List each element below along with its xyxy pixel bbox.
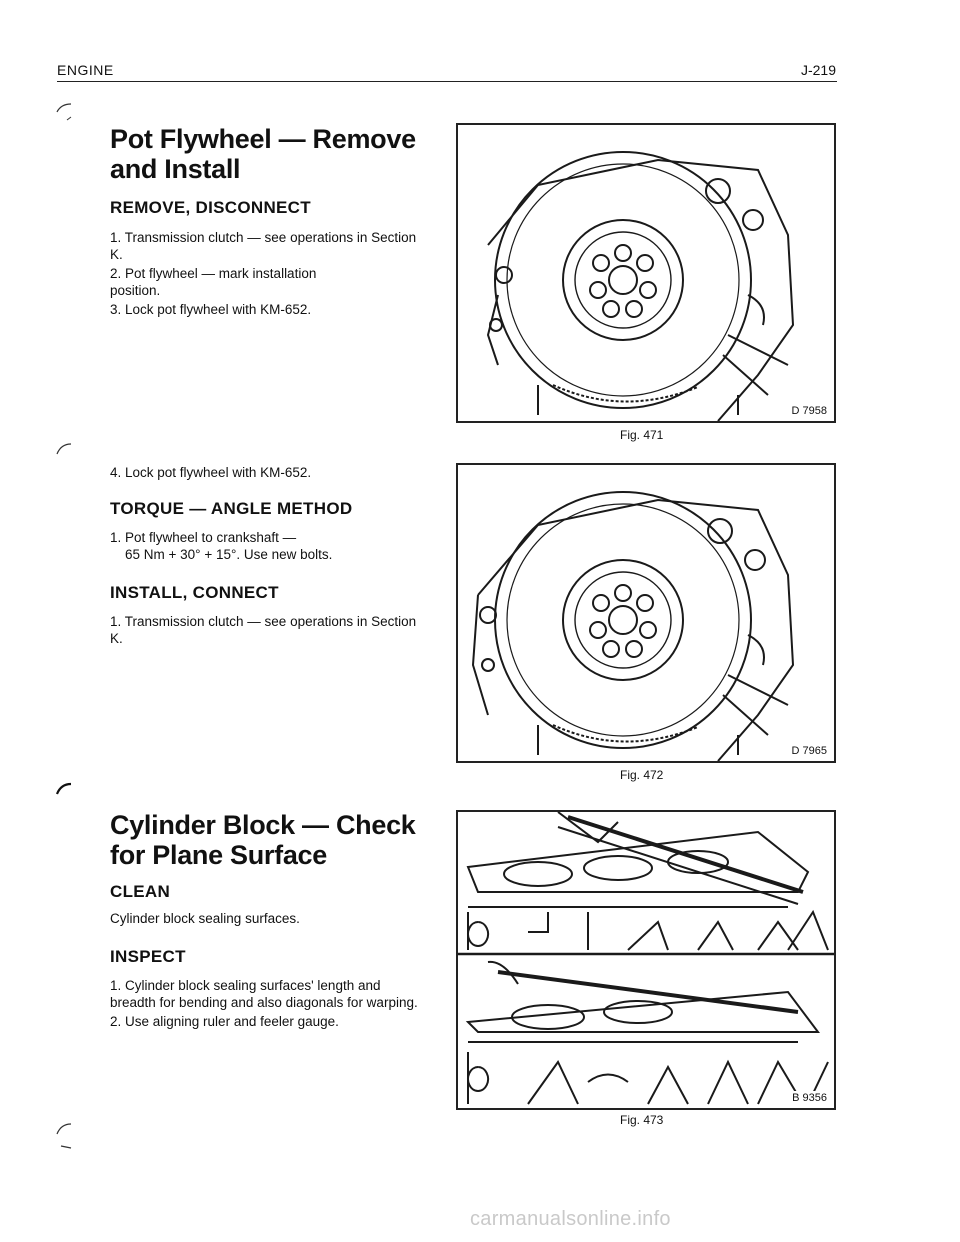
install-connect-heading: INSTALL, CONNECT bbox=[110, 583, 279, 602]
figure-caption: Fig. 473 bbox=[620, 1113, 664, 1127]
torque-heading: TORQUE — ANGLE METHOD bbox=[110, 499, 353, 518]
clean-heading: CLEAN bbox=[110, 882, 171, 901]
install-step-1: 1. Transmission clutch — see operations in Section K. bbox=[110, 614, 417, 646]
flywheel-drawing bbox=[458, 125, 834, 421]
page-number: J-219 bbox=[800, 62, 836, 78]
figure-cylinder-block bbox=[456, 810, 836, 1110]
figure-caption: Fig. 471 bbox=[620, 428, 664, 442]
cylinder-title-line2: for Plane Surface bbox=[110, 840, 327, 870]
remove-steps bbox=[110, 229, 440, 318]
margin-mark-4 bbox=[55, 1120, 79, 1150]
figure-flywheel-locked bbox=[456, 123, 836, 423]
header-rule bbox=[57, 81, 837, 82]
flywheel-drawing bbox=[458, 465, 834, 761]
inspect-step-1: 1. Cylinder block sealing surfaces' length and breadth for bending and also diagonals for warping. bbox=[110, 978, 418, 1010]
figure-id-label: D 7958 bbox=[789, 404, 830, 418]
figure-flywheel-torque bbox=[456, 463, 836, 763]
install-steps bbox=[110, 613, 440, 647]
cylinder-title-line1: Cylinder Block — Check bbox=[110, 810, 416, 840]
figure-id-label: D 7965 bbox=[789, 744, 830, 758]
inspect-steps bbox=[110, 977, 440, 1030]
remove-step-3: 3. Lock pot flywheel with KM-652. bbox=[110, 302, 312, 317]
torque-section bbox=[110, 464, 440, 649]
margin-mark-3 bbox=[55, 780, 75, 800]
cylinder-block-drawing bbox=[458, 812, 834, 1108]
remove-step-2: 2. Pot flywheel — mark installation position. bbox=[110, 266, 317, 298]
clean-text: Cylinder block sealing surfaces. bbox=[110, 911, 300, 926]
flywheel-section bbox=[110, 124, 440, 320]
torque-step-line2: 65 Nm + 30° + 15°. Use new bolts. bbox=[125, 547, 333, 562]
inspect-heading: INSPECT bbox=[110, 947, 186, 966]
figure-id-label: B 9356 bbox=[789, 1091, 830, 1105]
flywheel-title-line2: and Install bbox=[110, 154, 241, 184]
torque-step-line1: 1. Pot flywheel to crankshaft — bbox=[110, 530, 297, 545]
margin-mark-1 bbox=[55, 100, 75, 124]
section-name: ENGINE bbox=[57, 62, 114, 78]
lock-step-4: 4. Lock pot flywheel with KM-652. bbox=[110, 465, 312, 480]
remove-disconnect-heading: REMOVE, DISCONNECT bbox=[110, 198, 311, 217]
remove-step-1: 1. Transmission clutch — see operations in Section K. bbox=[110, 230, 417, 262]
cylinder-section bbox=[110, 810, 440, 1032]
watermark: carmanualsonline.info bbox=[470, 1208, 671, 1230]
inspect-step-2: 2. Use aligning ruler and feeler gauge. bbox=[110, 1014, 339, 1029]
flywheel-title-line1: Pot Flywheel — Remove bbox=[110, 124, 416, 154]
figure-caption: Fig. 472 bbox=[620, 768, 664, 782]
margin-mark-2 bbox=[55, 440, 75, 460]
